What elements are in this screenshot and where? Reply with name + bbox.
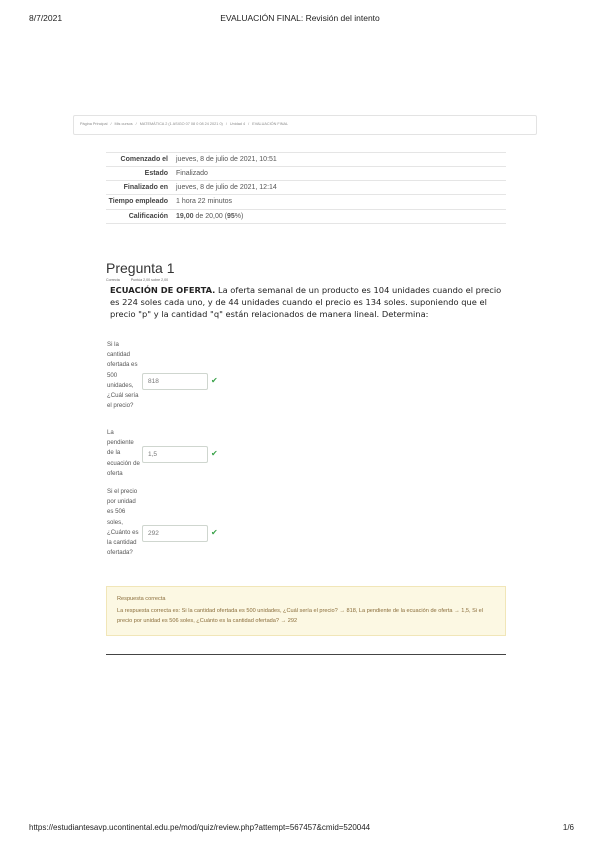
grade-value bbox=[176, 212, 506, 221]
summary-row-grade bbox=[106, 209, 506, 224]
question-text bbox=[110, 284, 508, 320]
grade-score: 19,00 bbox=[176, 213, 194, 220]
question-title: Pregunta 1 bbox=[106, 260, 175, 276]
grade-percent-tail: %) bbox=[234, 213, 244, 220]
feedback-box bbox=[106, 586, 506, 636]
breadcrumb-current[interactable]: EVALUACIÓN FINAL bbox=[252, 122, 289, 126]
print-title: EVALUACIÓN FINAL: Revisión del intento bbox=[220, 13, 380, 23]
breadcrumb-separator: / bbox=[110, 122, 112, 126]
subquestion-label: Si la cantidad ofertada es 500 unidades, ¿Cuál sería el precio? bbox=[107, 341, 139, 410]
question-divider bbox=[106, 654, 506, 655]
summary-value: jueves, 8 de julio de 2021, 12:14 bbox=[176, 184, 277, 191]
print-url: https://estudiantesavp.ucontinental.edu.pe/mod/quiz/review.php?attempt=567457&cmid=520044 bbox=[29, 823, 371, 832]
breadcrumb-home[interactable]: Página Principal bbox=[80, 122, 108, 126]
grade-percent: 95 bbox=[227, 213, 235, 220]
breadcrumb-my-courses[interactable]: Mis cursos bbox=[114, 122, 133, 126]
subquestion-label: La pendiente de la ecuación de oferta bbox=[107, 429, 140, 477]
summary-value: 1 hora 22 minutos bbox=[176, 198, 233, 205]
summary-row-time bbox=[106, 194, 506, 209]
breadcrumb-course[interactable]: MATEMÁTICA 2 (1 ASIGO 07 08 0 08 24 2021 0) bbox=[139, 122, 223, 126]
answer-input[interactable]: 818 bbox=[142, 373, 208, 390]
check-icon: ✔ bbox=[211, 528, 218, 537]
summary-row-started bbox=[106, 152, 506, 166]
summary-label: Finalizado en bbox=[123, 184, 168, 191]
feedback-text: La respuesta correcta es: Si la cantidad ofertada es 500 unidades, ¿Cuál sería el precio? → 818, La pendiente de la ecuación de oferta → 1,5, Si el precio por unidad es 506 soles, ¿Cuánto es la cantidad ofertada? → 292 bbox=[117, 608, 483, 624]
summary-value: jueves, 8 de julio de 2021, 10:51 bbox=[176, 156, 277, 163]
summary-row-finished bbox=[106, 180, 506, 194]
print-header bbox=[0, 13, 600, 25]
breadcrumb-separator: / bbox=[248, 122, 250, 126]
print-date: 8/7/2021 bbox=[29, 13, 63, 23]
summary-row-state bbox=[106, 166, 506, 180]
feedback-title: Respuesta correcta bbox=[117, 596, 166, 602]
question-heading: ECUACIÓN DE OFERTA. bbox=[110, 285, 216, 295]
summary-label: Estado bbox=[144, 170, 168, 177]
grade-total: de 20,00 ( bbox=[193, 213, 227, 220]
question-status: Correcta bbox=[106, 278, 120, 282]
answer-input[interactable]: 1,5 bbox=[142, 446, 208, 463]
summary-label: Tiempo empleado bbox=[108, 198, 168, 205]
answer-input[interactable]: 292 bbox=[142, 525, 208, 542]
subquestion-label: Si el precio por unidad es 506 soles, ¿Cuánto es la cantidad ofertada? bbox=[107, 488, 139, 557]
question-meta bbox=[106, 278, 178, 282]
breadcrumb-separator: / bbox=[225, 122, 227, 126]
question-body: La oferta semanal de un producto es 104 unidades cuando el precio es 224 soles cada uno, y de 44 unidades cuando el precio es 134 soles. suponiendo que el precio "p" y la cantidad "q" están relacionados de manera lineal. Determina: bbox=[110, 285, 502, 319]
summary-value: Finalizado bbox=[176, 170, 208, 177]
summary-label: Comenzado el bbox=[120, 156, 168, 163]
question-points: Puntúa 2,00 sobre 2,00 bbox=[130, 278, 169, 282]
summary-label: Calificación bbox=[128, 213, 168, 220]
breadcrumb bbox=[73, 115, 537, 135]
print-page-number: 1/6 bbox=[562, 823, 574, 832]
check-icon: ✔ bbox=[211, 376, 218, 385]
breadcrumb-unit[interactable]: Unidad 4 bbox=[229, 122, 246, 126]
breadcrumb-separator: / bbox=[135, 122, 137, 126]
attempt-summary bbox=[106, 152, 506, 224]
check-icon: ✔ bbox=[211, 449, 218, 458]
